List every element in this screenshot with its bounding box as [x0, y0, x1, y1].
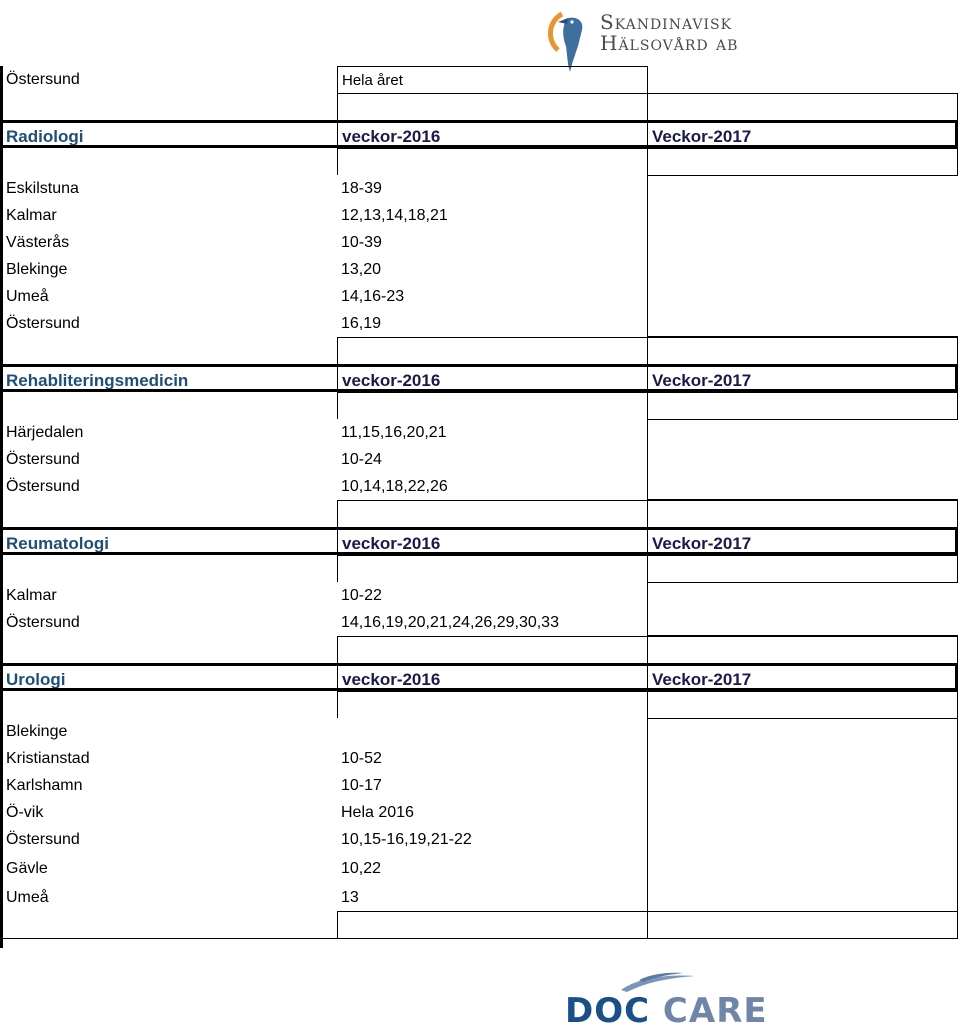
section-header-rehabliteringsmedicin — [2, 364, 958, 392]
weeks-2017-cell — [647, 256, 958, 283]
weeks-cell: 10-22 — [341, 587, 382, 604]
weeks-cell: 10-39 — [341, 234, 382, 251]
location-cell: Östersund — [6, 71, 80, 88]
section-header-urologi — [2, 663, 958, 691]
blank-row — [2, 500, 958, 527]
column-header-2017: Veckor-2017 — [647, 666, 958, 688]
table-row — [2, 202, 958, 229]
blank-row — [2, 555, 958, 582]
skandinavisk-halsovard-logo — [548, 6, 768, 72]
weeks-cell: 10-24 — [341, 451, 382, 468]
table-row — [2, 256, 958, 283]
location-cell: Östersund — [6, 614, 80, 631]
column-header-2016: veckor-2016 — [337, 530, 647, 552]
weeks-cell — [337, 718, 647, 745]
column-header-2017: Veckor-2017 — [647, 530, 958, 552]
weeks-cell: 10-52 — [341, 750, 382, 767]
location-cell: Östersund — [6, 478, 80, 495]
weeks-2017-cell — [647, 582, 958, 609]
location-cell: Östersund — [6, 831, 80, 848]
table-row — [2, 310, 958, 337]
blank-row — [2, 691, 958, 718]
blank-row — [2, 148, 958, 175]
location-cell: Östersund — [6, 451, 80, 468]
bird-logo-icon — [548, 6, 600, 72]
table-row — [2, 473, 958, 500]
blank-row — [2, 337, 958, 364]
table-row — [2, 853, 958, 883]
weeks-2017-cell — [647, 826, 958, 853]
weeks-cell: Hela 2016 — [341, 804, 414, 821]
location-cell: Ö-vik — [6, 804, 44, 821]
location-cell: Umeå — [6, 889, 49, 906]
section-title: Rehabliteringsmedicin — [6, 371, 189, 389]
table-row — [2, 582, 958, 609]
location-cell: Blekinge — [6, 723, 68, 740]
location-cell: Västerås — [6, 234, 70, 251]
weeks-cell: 12,13,14,18,21 — [341, 207, 448, 224]
weeks-cell: 18-39 — [341, 180, 382, 197]
weeks-2017-cell — [647, 799, 958, 826]
section-title: Radiologi — [6, 127, 84, 145]
table-row — [2, 883, 958, 911]
care-word: CARE — [662, 991, 768, 1031]
weeks-2017-cell — [647, 310, 958, 337]
weeks-2017-cell — [647, 446, 958, 473]
weeks-cell: Hela året — [337, 66, 648, 93]
location-cell: Kalmar — [6, 207, 57, 224]
weeks-2017-cell — [647, 283, 958, 310]
brand-line-2: Hälsovård ab — [600, 31, 739, 55]
weeks-cell: 13 — [341, 889, 359, 906]
table-row — [2, 826, 958, 853]
location-cell: Härjedalen — [6, 424, 84, 441]
table-row — [2, 718, 958, 745]
weeks-cell: 14,16-23 — [341, 288, 405, 305]
location-cell: Gävle — [6, 860, 48, 877]
schedule-table — [2, 66, 958, 939]
column-header-2017: Veckor-2017 — [647, 123, 958, 145]
weeks-cell: 13,20 — [341, 261, 382, 278]
weeks-cell: 11,15,16,20,21 — [341, 424, 447, 441]
column-header-2016: veckor-2016 — [337, 367, 647, 389]
brand-line-1: Skandinavisk — [600, 10, 733, 34]
weeks-2017-cell — [647, 202, 958, 229]
weeks-2017-cell — [647, 853, 958, 883]
table-row — [2, 609, 958, 636]
table-row — [2, 229, 958, 256]
column-header-2017: Veckor-2017 — [647, 367, 958, 389]
blank-row — [2, 93, 958, 120]
weeks-2017-cell — [647, 883, 958, 911]
weeks-2017-cell — [647, 609, 958, 636]
weeks-cell: 14,16,19,20,21,24,26,29,30,33 — [341, 614, 559, 631]
table-row — [2, 799, 958, 826]
table-row — [2, 446, 958, 473]
weeks-cell: 10,15-16,19,21-22 — [341, 831, 472, 848]
table-row — [2, 419, 958, 446]
weeks-cell: 16,19 — [341, 315, 382, 332]
weeks-cell: 10,14,18,22,26 — [341, 478, 448, 495]
weeks-cell: 10-17 — [341, 777, 382, 794]
location-cell: Karlshamn — [6, 777, 83, 794]
weeks-2017-cell — [647, 745, 958, 772]
weeks-2017-cell — [647, 175, 958, 202]
doc-care-logo — [565, 972, 768, 1031]
section-header-reumatologi — [2, 527, 958, 555]
weeks-2017-cell — [647, 229, 958, 256]
weeks-cell: 10,22 — [341, 860, 382, 877]
table-row — [2, 66, 958, 93]
section-title: Reumatologi — [6, 534, 109, 552]
column-header-2016: veckor-2016 — [337, 123, 647, 145]
location-cell: Eskilstuna — [6, 180, 79, 197]
location-cell: Kristianstad — [6, 750, 90, 767]
blank-row — [2, 911, 958, 939]
weeks-2017-cell — [647, 718, 958, 745]
location-cell: Blekinge — [6, 261, 68, 278]
weeks-2017-cell — [647, 473, 958, 500]
section-title: Urologi — [6, 670, 66, 688]
doc-word: DOC — [565, 991, 651, 1031]
blank-row — [2, 392, 958, 419]
location-cell: Kalmar — [6, 587, 57, 604]
column-header-2016: veckor-2016 — [337, 666, 647, 688]
weeks-2017-cell — [647, 772, 958, 799]
weeks-2017-cell — [647, 419, 958, 446]
section-header-radiologi — [2, 120, 958, 148]
blank-row — [2, 636, 958, 663]
location-cell: Umeå — [6, 288, 49, 305]
table-row — [2, 745, 958, 772]
table-row — [2, 283, 958, 310]
location-cell: Östersund — [6, 315, 80, 332]
table-row — [2, 175, 958, 202]
table-row — [2, 772, 958, 799]
